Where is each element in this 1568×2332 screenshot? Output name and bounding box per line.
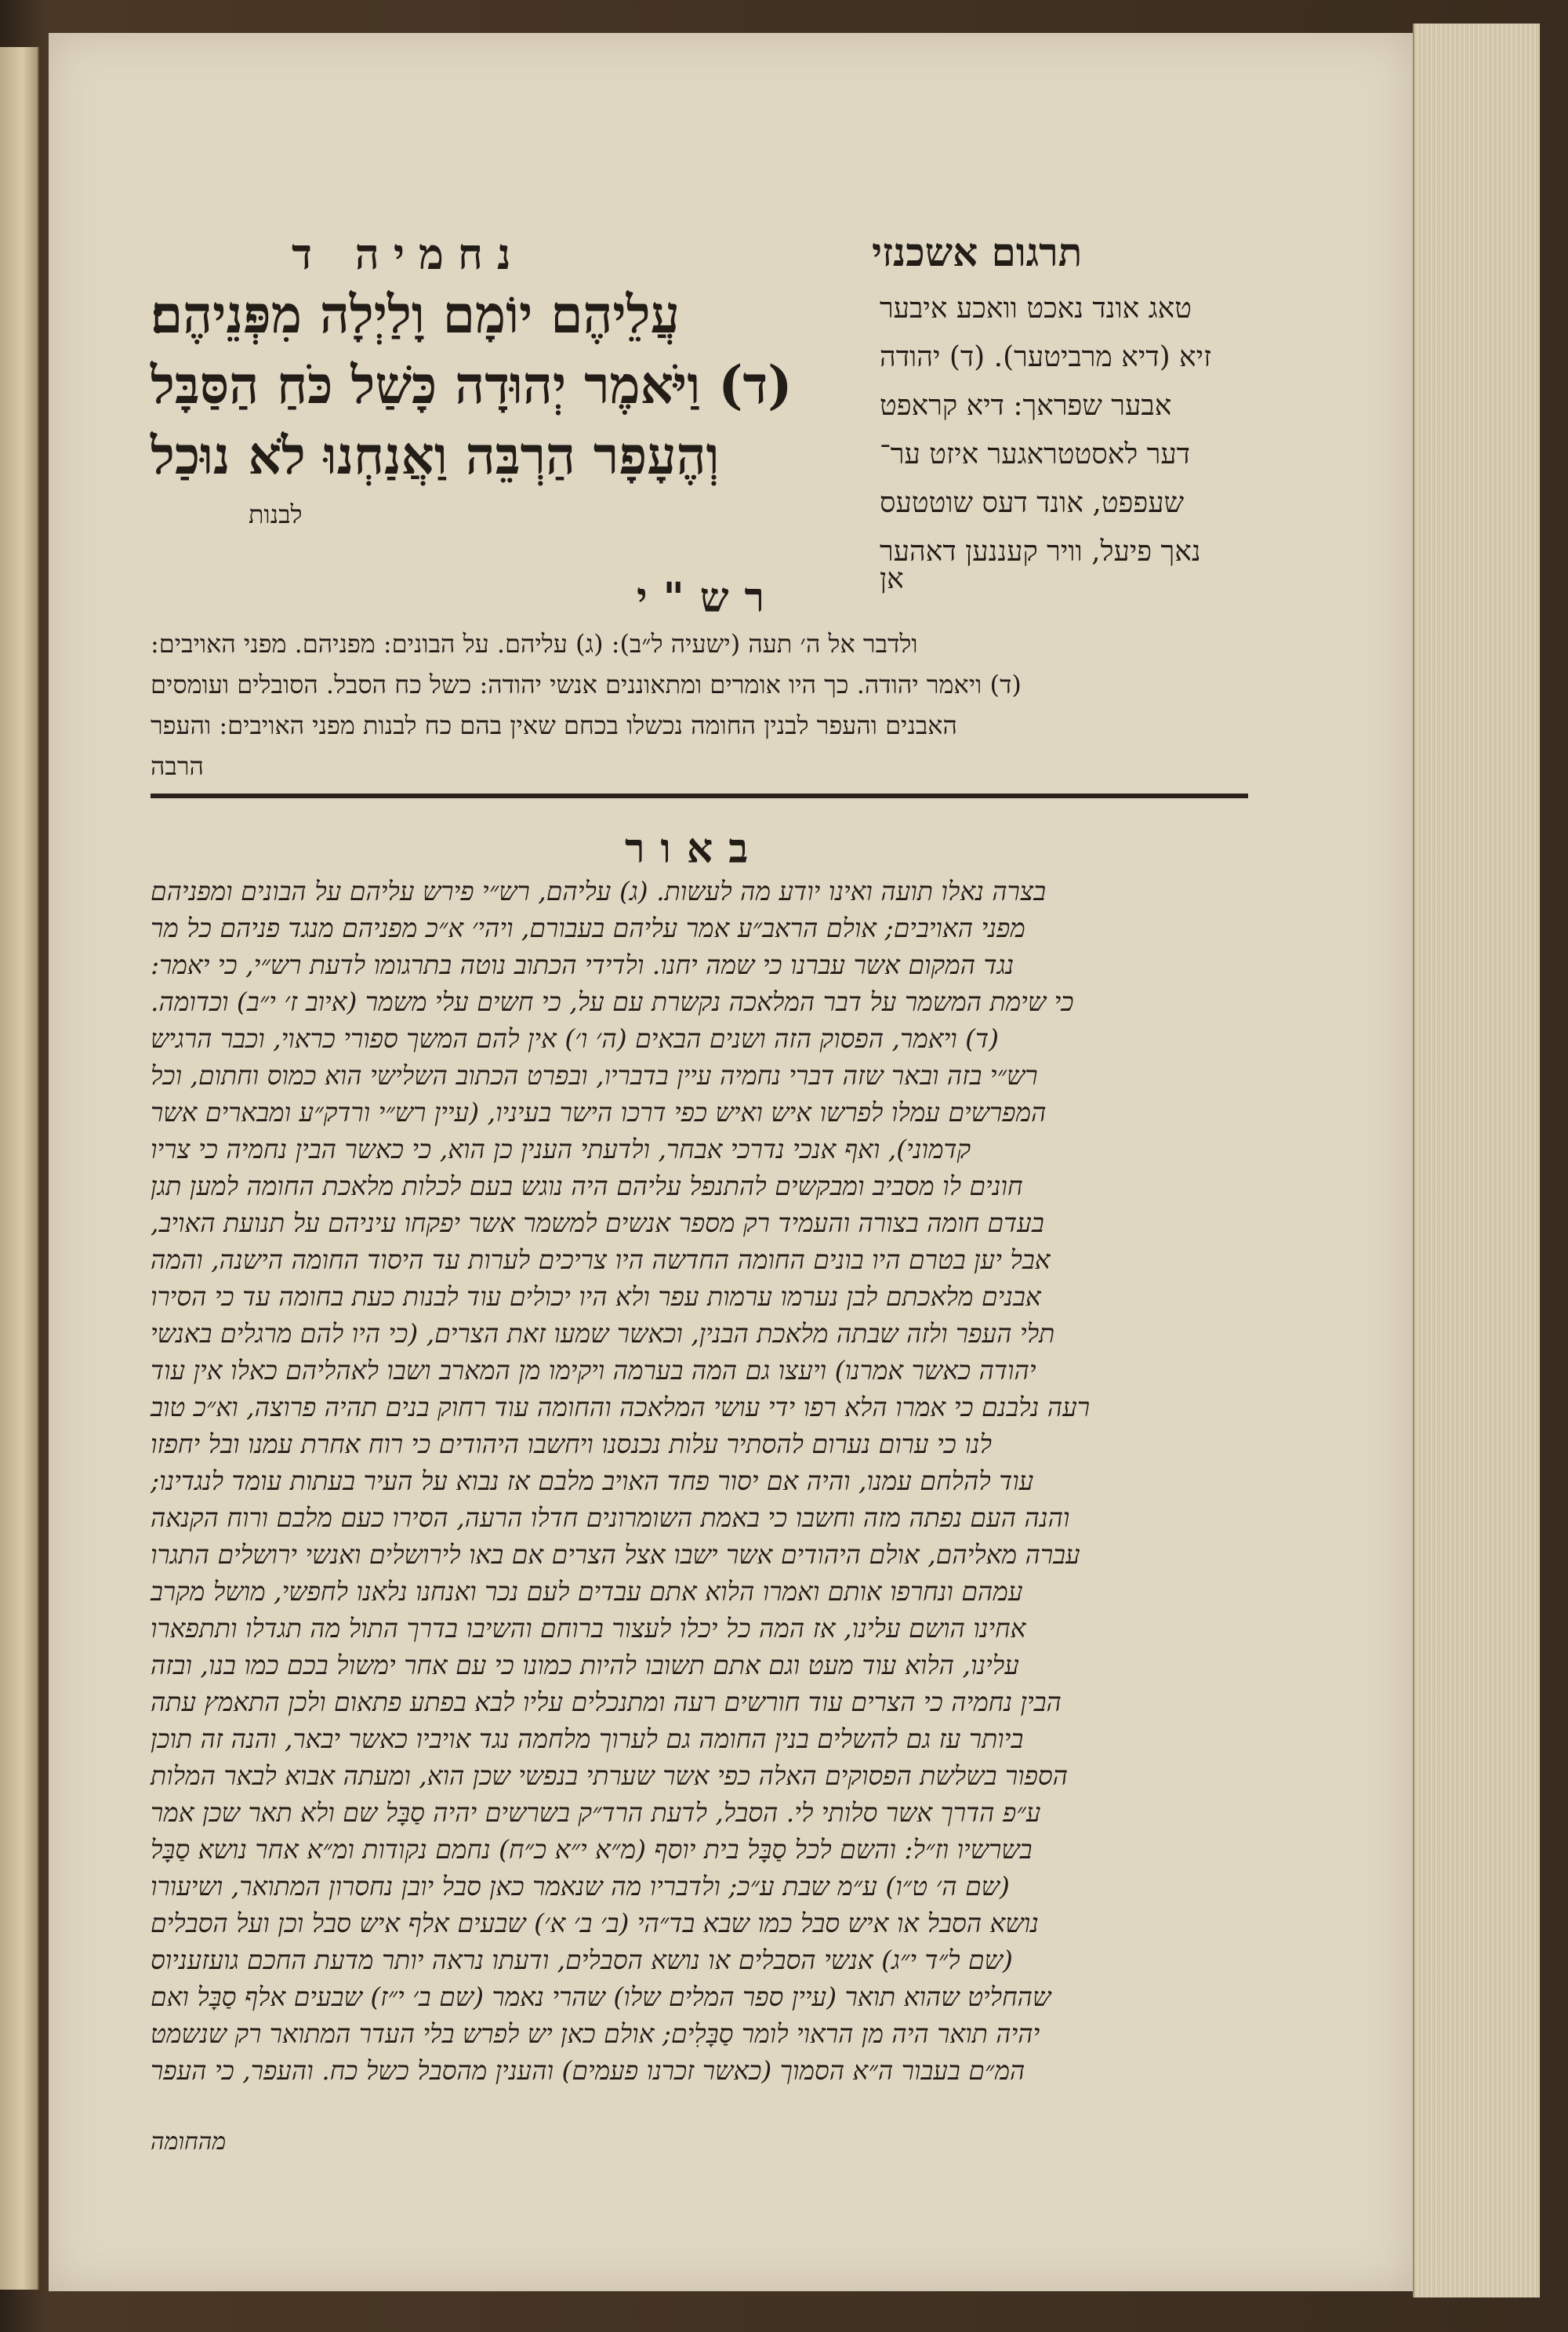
biur-line: אבל יען בטרם היו בונים החומה החדשה היו צריכים לערות עד היסוד החומה הישנה, והמה [151, 1244, 1051, 1275]
biur-line: שהחליט שהוא תואר (עיין ספר המלים שלו) שהרי נאמר (שם ב׳ י״ז) שבעים אלף סַבָּל ואם [151, 1981, 1051, 2012]
section-divider [151, 794, 1248, 798]
biur-line: הספור בשלשת הפסוקים האלה כפי אשר שערתי בנפשי שכן הוא, ומעתה אבוא לבאר המלות [151, 1760, 1069, 1791]
biur-line: בעדם חומה בצורה והעמיד רק מספר אנשים למשמר אשר יפקחו עיניהם על תנועת האויב, [151, 1208, 1044, 1238]
biur-line: אחינו הושם עלינו, אז המה כל יכלו לעצור ברוחם והשיבו בדרך התול מה תגדלו ותתפארו [151, 1613, 1026, 1644]
translation-line: אבער שפראך: דיא קראפט [880, 390, 1172, 422]
biur-line: יהיה תואר היה מן הראוי לומר סַבָּלִים; אולם כאן יש לפרש בלי העדר המתואר רק שנשמט [151, 2018, 1040, 2049]
biur-heading: באור [625, 825, 764, 873]
biur-line: הבין נחמיה כי הצרים עוד חורשים רעה ומתנכלים עליו לבא בפתע פתאום ולכן התאמץ עתה [151, 1687, 1062, 1717]
translation-line: אן [880, 563, 904, 595]
biur-line: עוד להלחם עמנו, והיה אם יסור פחד האויב מלבם אז נבוא על העיר בעתות עומד לנגדינו; [151, 1466, 1034, 1496]
biur-line: רש״י בזה ובאר שזה דברי נחמיה עיין בדבריו, ובפרט הכתוב השלישי הוא כמוס וחתום, וכל [151, 1060, 1038, 1091]
verse-line: וְהֶעָפָר הַרְבֵּה וַאֲנַחְנוּ לֹא נוּכַל [151, 425, 720, 486]
translation-line: זיא (דיא מרביטער). (ד) יהודה [880, 341, 1212, 373]
biur-line: חונים לו מסביב ומבקשים להתנפל עליהם היה נוגש בעם לכלות מלאכת החומה למען תגן [151, 1171, 1023, 1201]
biur-line: מפני האויבים; אולם הראב״ע אמר עליהם בעבורם, ויהי׳ א״כ מפניהם מנגד פניהם כל מר [151, 913, 1025, 943]
verse-line: (ד) וַיֹּאמֶר יְהוּדָה כָּשַׁל כֹּחַ הַסַּבָּל [151, 354, 793, 416]
previous-page-edge [0, 47, 39, 2290]
biur-line: עברה מאליהם, אולם היהודים אשר ישבו אצל הצרים אם באו לירושלים ואנשי ירושלים התגרו [151, 1539, 1080, 1570]
translation-line: טאג אונד נאכט וואכע איבער [880, 292, 1192, 325]
page-catchword: מהחומה [151, 2128, 227, 2156]
biur-line: ע״פ הדרך אשר סלותי לי. הסבל, לדעת הרד״ק בשרשים יהיה סַבָּל שם ולא תאר שכן אמר [151, 1797, 1041, 1828]
biur-line: רעה נלבנם כי אמרו הלא רפו ידי עושי המלאכה והחומה עוד רחוק בנים תהיה פרוצה, וא״כ טוב [151, 1392, 1091, 1422]
biur-line: כי שימת המשמר על דבר המלאכה נקשרת עם על, כי חשים עלי משמר (איוב ז׳ י״ב) וכדומה. [151, 986, 1074, 1017]
biur-line: (שם ה׳ ט״ו) ע״מ שבת ע״כ; ולדבריו מה שנאמר כאן סבל יובן נחסרון המתואר, ושיעורו [151, 1871, 1010, 1902]
verse-line: עֲלֵיהֶם יוֹמָם וָלַיְלָה מִפְּנֵיהֶם׃ [151, 284, 680, 345]
translation-line: נאך פיעל, וויר קעננען דאהער [880, 536, 1201, 568]
book-page [49, 33, 1413, 2291]
biur-line: ביותר עז גם להשלים בנין החומה גם לערוך מלחמה נגד אויביו כאשר יבאר, והנה זה תוכן [151, 1724, 1024, 1754]
rashi-line: ולדבר אל ה׳ תעה (ישעיה ל״ב): (ג) עליהם. על הבונים: מפניהם. מפני האויבים: [151, 629, 918, 659]
biur-line: קדמוני), ואף אנכי נדרכי אבחר, ולדעתי הענין כן הוא, כי כאשר הבין נחמיה כי צריו [151, 1134, 971, 1164]
biur-line: נגד המקום אשר עברנו כי שמה יחנו. ולדידי הכתוב נוטה בתרגומו לדעת רש״י, כי יאמר: [151, 950, 1014, 980]
biur-line: המפרשים עמלו לפרשו איש ואיש כפי דרכו הישר בעיניו, (עיין רש״י ורדק״ע ומבארים אשר [151, 1097, 1047, 1128]
translation-line: שעפפט, אונד דעס שוטטעס [880, 487, 1185, 519]
rashi-line: הרבה [151, 751, 204, 781]
biur-line: עמהם ונחרפו אותם ואמרו הלוא אתם עבדים לעם נכר ואנחנו נלאנו לחפשי, מושל מקרב [151, 1576, 1023, 1607]
translation-line: דער לאסטטראגער איזט ער־ [880, 438, 1190, 470]
biur-line: (ד) ויאמר, הפסוק הזה ושנים הבאים (ה׳ ו׳) אין להם המשך ספורי כראוי, וכבר הרגיש [151, 1023, 999, 1054]
biur-line: בשרשיו וז״ל: והשם לכל סַבָּל בית יוסף (מ״א י״א כ״ח) נחמם נקודות ומ״א אחר נושא סַבָּל [151, 1834, 1033, 1865]
biur-line: תלי העפר ולזה שבתה מלאכת הבנין, וכאשר שמעו זאת הצרים, (כי היו להם מרגלים באנשי [151, 1318, 1055, 1349]
biur-line: בצרה נאלו תועה ואינו יודע מה לעשות. (ג) עליהם, רש״י פירש עליהם על הבונים ומפניהם [151, 876, 1047, 906]
biur-line: נושא הסבל או איש סבל כמו שבא בד״הי (ב׳ ב׳ א׳) שבעים אלף איש סבל וכן ועל הסבלים [151, 1908, 1039, 1938]
translation-column-title: תרגום אשכנזי [872, 229, 1083, 275]
rashi-heading: רש"י [637, 574, 781, 622]
book-page-edges [1413, 24, 1540, 2297]
biur-line: לנו כי ערום נערום להסתיר עלות נכנסנו ויחשבו היהודים כי רוח אחרת עמנו ובל יחפזו [151, 1429, 992, 1459]
biur-line: עלינו, הלוא עוד מעט וגם אתם תשובו להיות כמונו כי עם אחר ימשול בכם כמו בנו, ובזה [151, 1650, 1019, 1680]
verse-catchword: לבנות [249, 499, 303, 529]
rashi-line: האבנים והעפר לבנין החומה נכשלו בכחם שאין בהם כח לבנות מפני האויבים: והעפר [151, 710, 957, 740]
biur-line: והנה העם נפתה מזה וחשבו כי באמת השומרונים חדלו הרעה, הסירו כעם מלבם ורוח הקנאה [151, 1502, 1070, 1533]
biur-line: יהודה כאשר אמרנו) ויעצו גם המה בערמה ויקימו מן המארב ושבו לאהליהם כאלו אין עוד [151, 1355, 1036, 1386]
book-chapter-title: נחמיה ד [292, 229, 525, 279]
biur-line: (שם ל״ד י״ג) אנשי הסבלים או נושא הסבלים, ודעתו נראה יותר מדעת החכם גועזעניוס [151, 1945, 1013, 1975]
biur-line: המ״ם בעבור ה״א הסמוך (כאשר זכרנו פעמים) והענין מהסבל כשל כח. והעפר, כי העפר [151, 2055, 1025, 2086]
biur-line: אבנים מלאכתם לבן נערמו ערמות עפר ולא היו יכולים עוד לבנות כעת בחומה עד כי הסירו [151, 1281, 1041, 1312]
rashi-line: (ד) ויאמר יהודה. כך היו אומרים ומתאוננים אנשי יהודה: כשל כח הסבל. הסובלים ועומסים [151, 670, 1022, 699]
